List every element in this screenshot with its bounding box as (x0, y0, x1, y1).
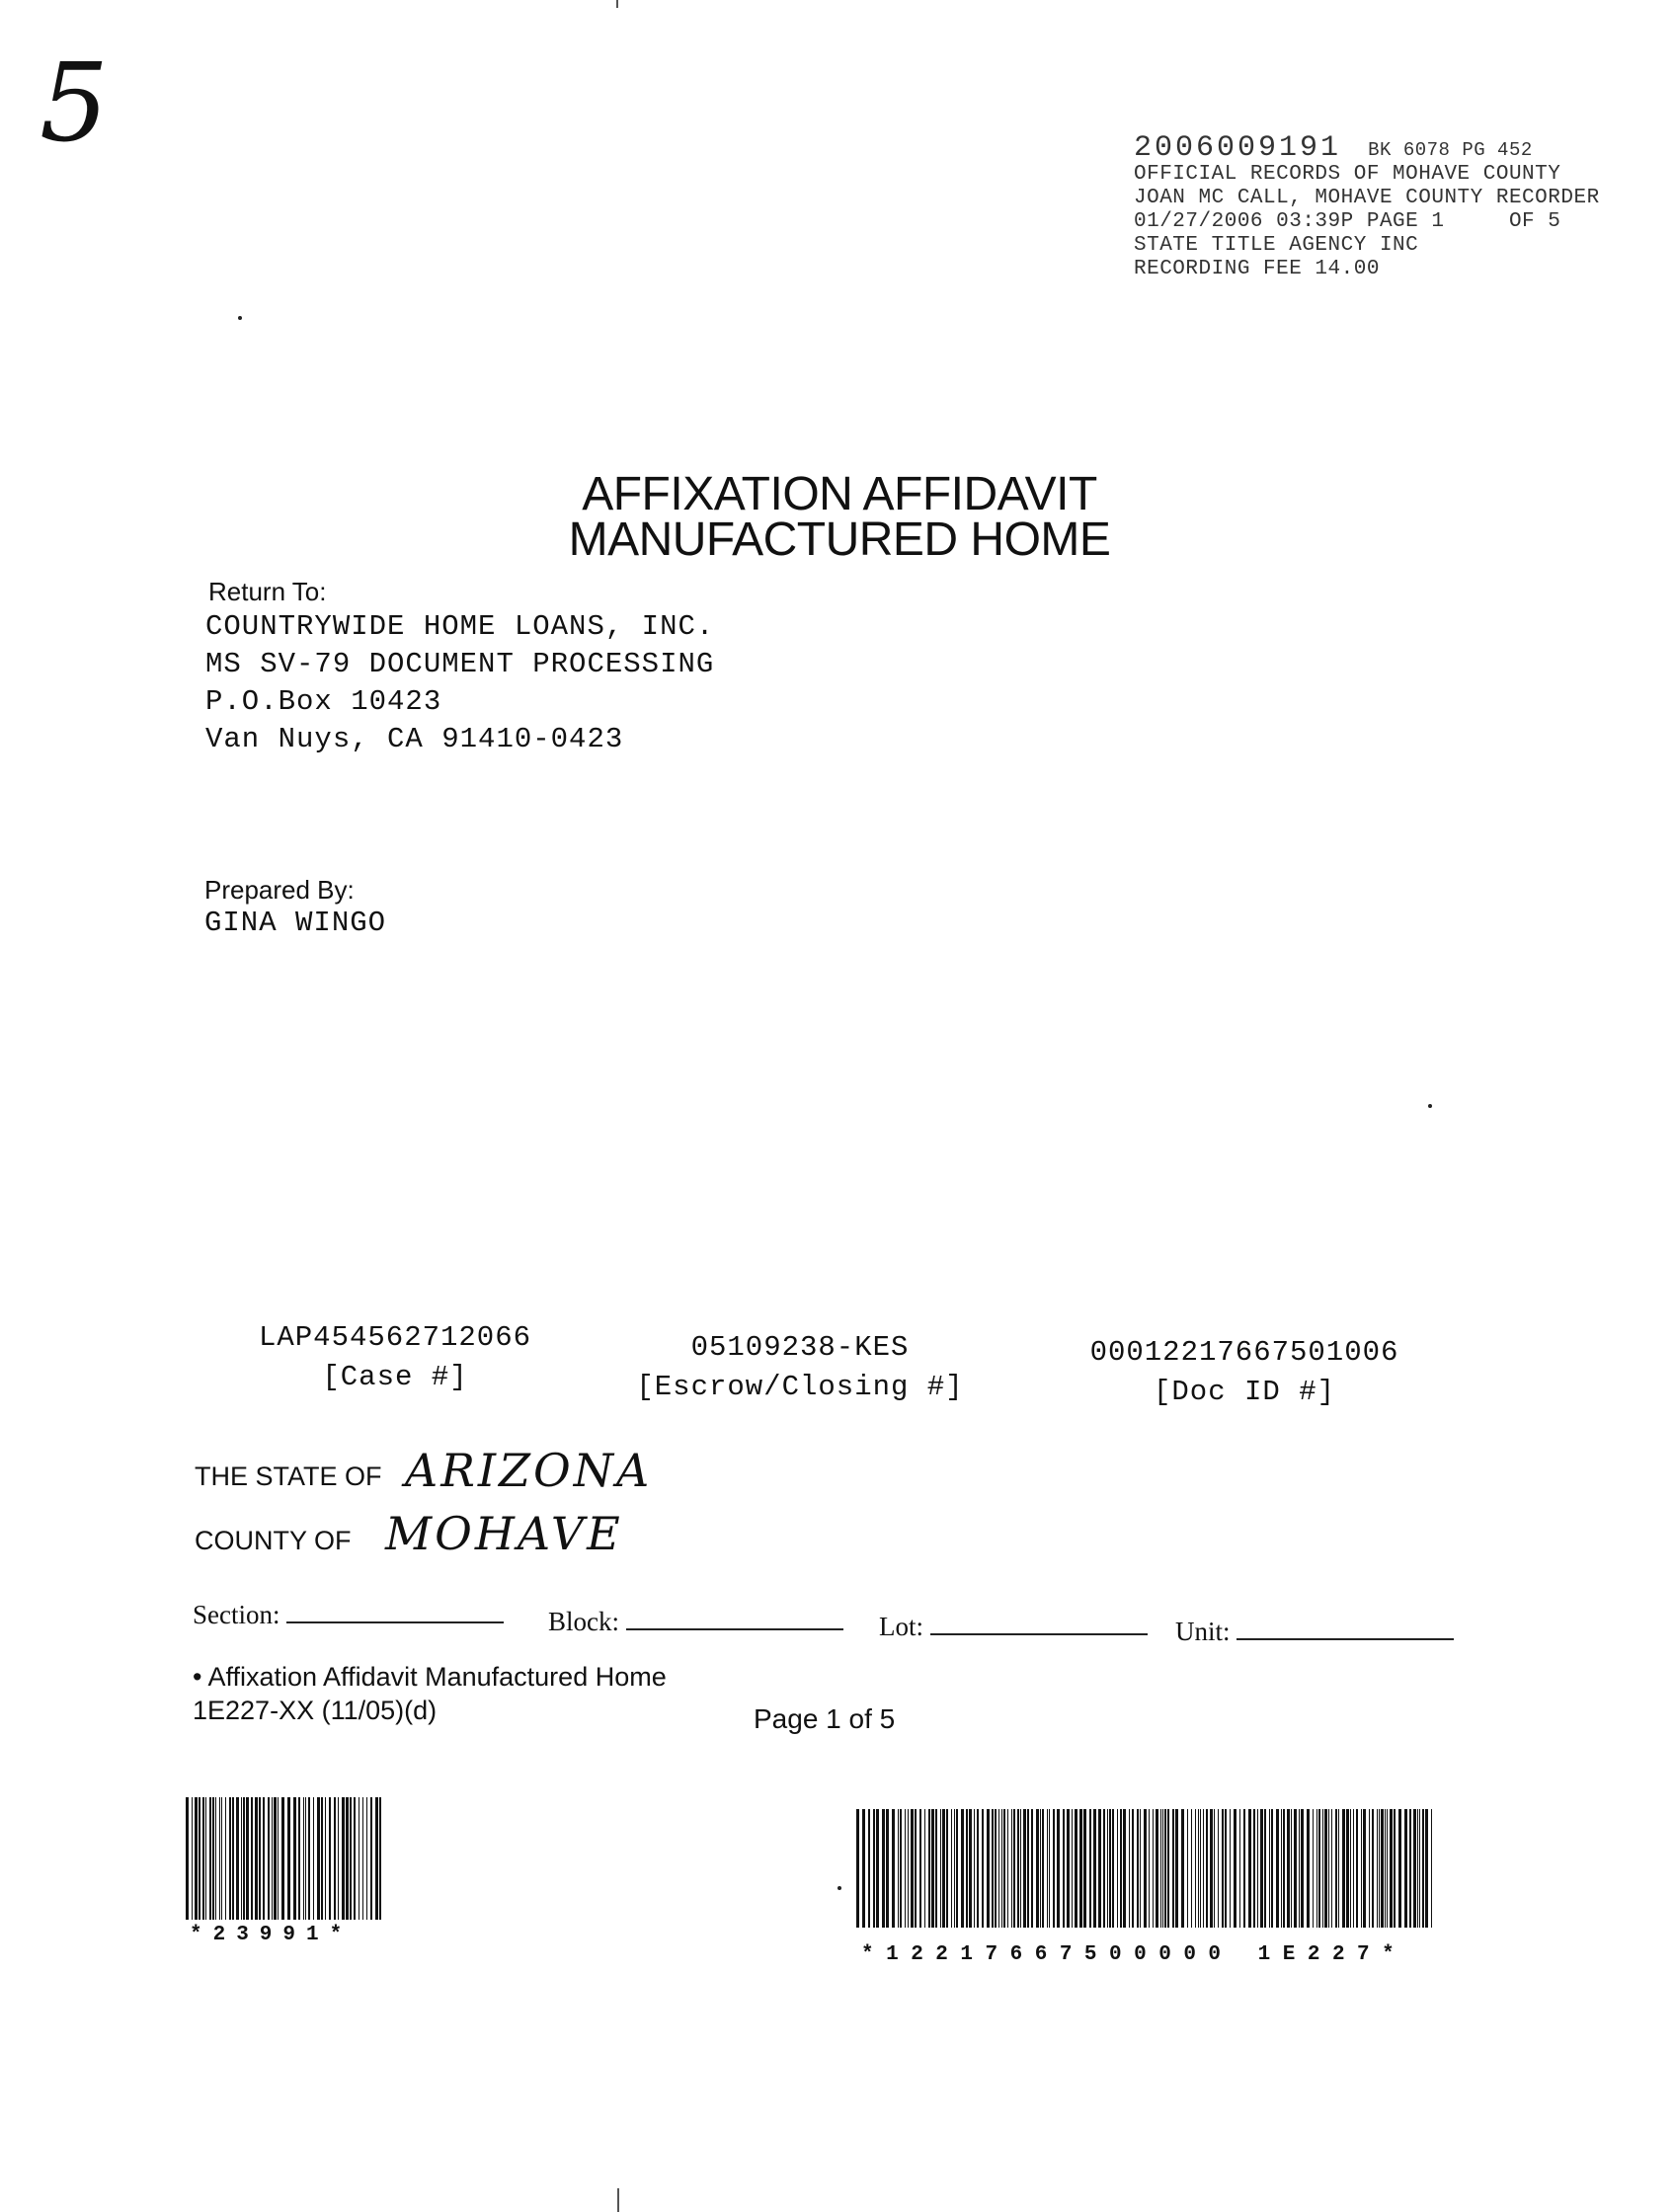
handwritten-page-number: 5 (40, 40, 112, 166)
block-blank (626, 1605, 843, 1630)
section-blank (286, 1598, 504, 1623)
doc-id: 00012217667501006 (1089, 1336, 1399, 1369)
bullet-icon: • (193, 1662, 202, 1692)
case-number-block (217, 1318, 573, 1397)
lot-label: Lot: (879, 1612, 923, 1641)
stamp-document-number: 2006009191 (1134, 131, 1342, 165)
section-label: Section: (193, 1600, 280, 1629)
prepared-by-name: GINA WINGO (204, 907, 387, 939)
form-name-text: Affixation Affidavit Manufactured Home (207, 1662, 667, 1692)
form-name (193, 1662, 667, 1693)
return-to-line: Van Nuys, CA 91410-0423 (205, 723, 624, 755)
doc-id-label: [Doc ID #] (1153, 1376, 1336, 1408)
county-label: COUNTY OF (195, 1526, 352, 1555)
scan-dot (238, 316, 242, 320)
unit-field (1175, 1615, 1454, 1647)
page-indicator: Page 1 of 5 (754, 1703, 896, 1734)
block-label: Block: (548, 1607, 619, 1636)
escrow-number: 05109238-KES (690, 1331, 910, 1364)
prepared-by-label: Prepared By: (204, 875, 355, 905)
title-line-2: MANUFACTURED HOME (568, 514, 1111, 566)
scan-dot (838, 1886, 841, 1890)
section-field (193, 1598, 504, 1630)
barcode-right-text: *12217667500000 1E227* (861, 1943, 1407, 1966)
stamp-line-1: OFFICIAL RECORDS OF MOHAVE COUNTY (1134, 163, 1561, 186)
stamp-line-4: STATE TITLE AGENCY INC (1134, 234, 1419, 257)
stamp-line-2: JOAN MC CALL, MOHAVE COUNTY RECORDER (1134, 187, 1600, 209)
recording-stamp (1134, 131, 1647, 281)
state-value-handwritten: ARIZONA (405, 1444, 653, 1497)
escrow-number-label: [Escrow/Closing #] (636, 1371, 964, 1403)
barcode-left-icon (186, 1797, 381, 1920)
lot-blank (930, 1610, 1148, 1635)
case-number-label: [Case #] (322, 1361, 468, 1393)
unit-blank (1236, 1615, 1454, 1640)
bottom-scan-tick (617, 2188, 619, 2212)
form-code: 1E227-XX (11/05)(d) (193, 1696, 438, 1725)
state-label: THE STATE OF (195, 1462, 382, 1491)
block-field (548, 1605, 843, 1637)
stamp-book-page: BK 6078 PG 452 (1368, 139, 1533, 161)
stamp-line-5: RECORDING FEE 14.00 (1134, 258, 1380, 280)
county-value-handwritten: MOHAVE (385, 1507, 623, 1560)
document-title (533, 468, 1146, 566)
unit-label: Unit: (1175, 1617, 1231, 1646)
doc-id-block (1057, 1333, 1432, 1412)
return-to-line: COUNTRYWIDE HOME LOANS, INC. (205, 610, 715, 643)
case-number: LAP454562712066 (258, 1321, 532, 1354)
barcode-left-text: *23991* (190, 1924, 354, 1946)
barcode-right-icon (856, 1809, 1433, 1928)
top-scan-tick (616, 0, 618, 8)
return-to-line: P.O.Box 10423 (205, 685, 442, 718)
scan-dot (1428, 1104, 1432, 1108)
return-to-label: Return To: (208, 577, 327, 606)
lot-field (879, 1610, 1148, 1642)
escrow-number-block (612, 1328, 988, 1407)
title-line-1: AFFIXATION AFFIDAVIT (582, 468, 1097, 520)
return-to-line: MS SV-79 DOCUMENT PROCESSING (205, 648, 715, 680)
return-to-address (205, 608, 714, 758)
stamp-line-3: 01/27/2006 03:39P PAGE 1 OF 5 (1134, 210, 1561, 233)
stamp-doc-line (1134, 131, 1647, 165)
